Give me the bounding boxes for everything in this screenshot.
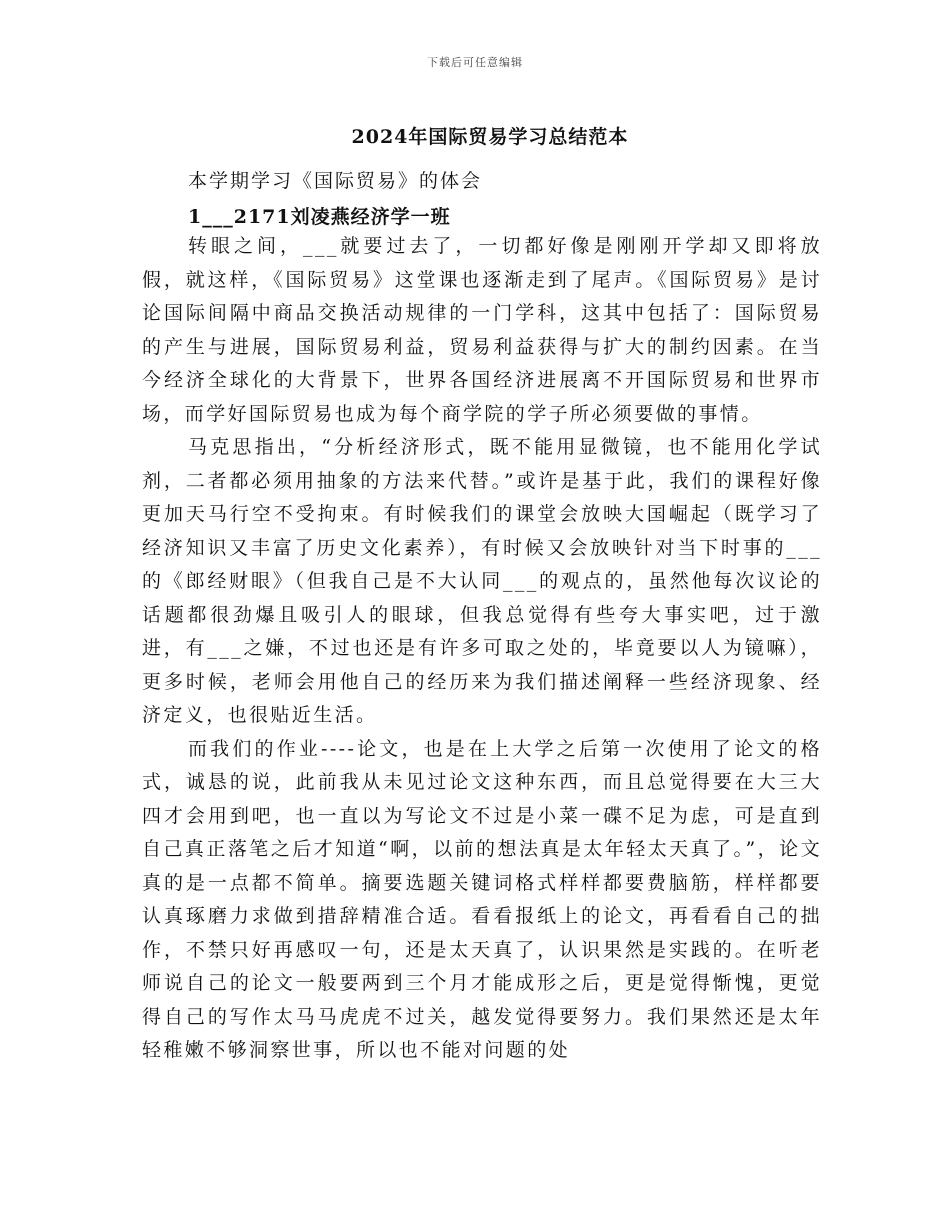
body-paragraph: 马克思指出，“分析经济形式，既不能用显微镜，也不能用化学试剂，二者都必须用抽象的方法来代替。”或许是基于此，我们的课程好像更加天马行空不受拘束。有时候我们的课堂会放映大国崛起（既学习了经济知识又丰富了历史文化素养），有时候又会放映针对当下时事的___的《郎经财眼》（但我自己是不大认同___的观点的，虽然他每次议论的话题都很劲爆且吸引人的眼球，但我总觉得有些夸大事实吧，过于激进，有___之嫌，不过也还是有许多可取之处的，毕竟要以人为镜嘛），更多时候，老师会用他自己的经历来为我们描述阐释一些经济现象、经济定义，也很贴近生活。 xyxy=(142,436,822,726)
author-line: 1___2171刘凌燕经济学一班 xyxy=(188,206,451,228)
document-subtitle: 本学期学习《国际贸易》的体会 xyxy=(188,170,483,192)
body-paragraph: 而我们的作业----论文，也是在上大学之后第一次使用了论文的格式，诚恳的说，此前我从未见过论文这种东西，而且总觉得要在大三大四才会用到吧，也一直以为写论文不过是小菜一碟不足为虑，可是直到自己真正落笔之后才知道“啊，以前的想法真是太年轻太天真了。”，论文真的是一点都不简单。摘要选题关键词格式样样都要费脑筋，样样都要认真琢磨力求做到措辞精准合适。看看报纸上的论文，再看看自己的拙作，不禁只好再感叹一句，还是太天真了，认识果然是实践的。在听老师说自己的论文一般要两到三个月才能成形之后，更是觉得惭愧，更觉得自己的写作太马马虎虎不过关，越发觉得要努力。我们果然还是太年轻稚嫩不够洞察世事，所以也不能对问题的处 xyxy=(142,737,822,1061)
document-title: 2024年国际贸易学习总结范本 xyxy=(351,126,629,148)
body-paragraph: 转眼之间，___就要过去了，一切都好像是刚刚开学却又即将放假，就这样，《国际贸易》这堂课也逐渐走到了尾声。《国际贸易》是讨论国际间隔中商品交换活动规律的一门学科，这其中包括了：国际贸易的产生与进展，国际贸易利益，贸易利益获得与扩大的制约因素。在当今经济全球化的大背景下，世界各国经济进展离不开国际贸易和世界市场，而学好国际贸易也成为每个商学院的学子所必须要做的事情。 xyxy=(142,235,822,425)
document-body xyxy=(142,230,822,1068)
header-note: 下载后可任意编辑 xyxy=(427,56,523,69)
